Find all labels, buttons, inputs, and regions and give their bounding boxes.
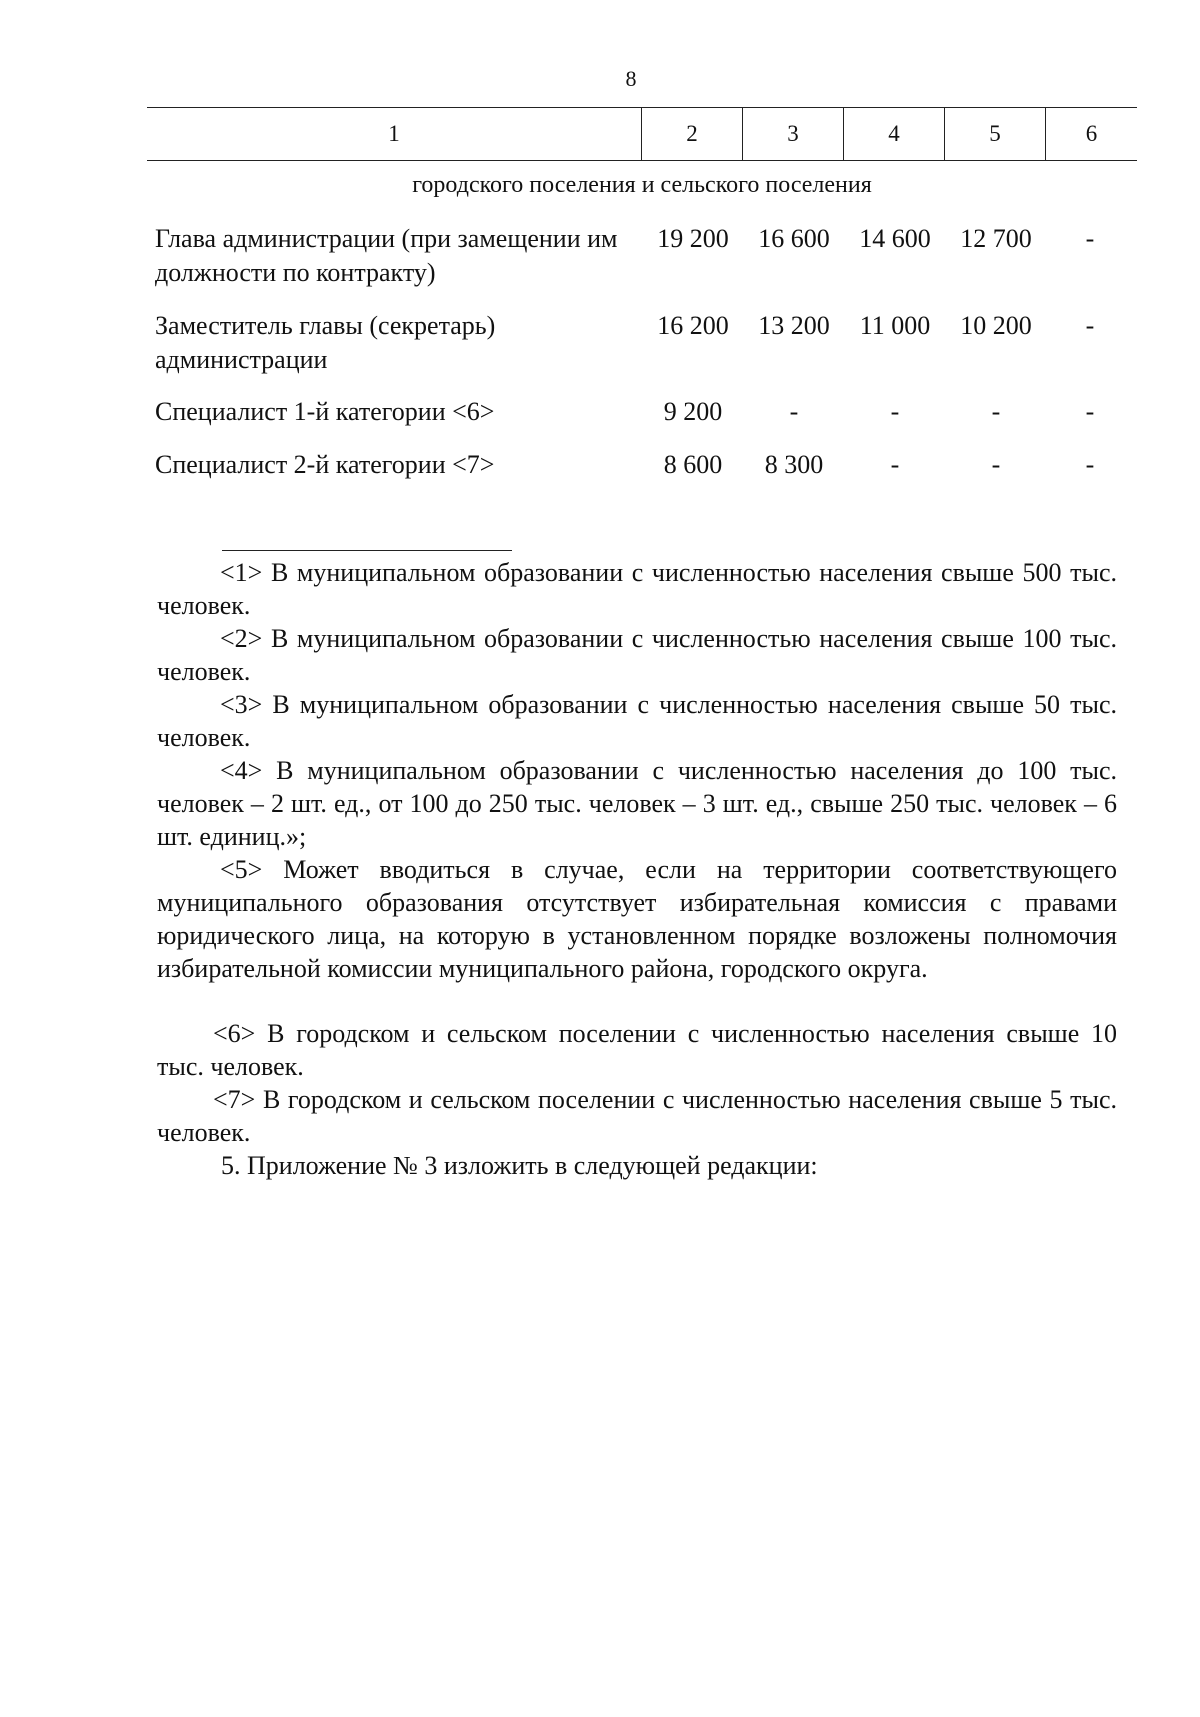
row-value: 10 200 (960, 311, 1032, 340)
row-value: - (1085, 311, 1095, 340)
row-value: 16 600 (758, 224, 830, 253)
table-header-cell: 5 (944, 108, 1045, 160)
row-value: 9 200 (663, 397, 723, 426)
row-value: 12 700 (960, 224, 1032, 253)
table-header-row (147, 107, 1137, 161)
table-header-cell: 2 (641, 108, 742, 160)
footnote: <1> В муниципальном образовании с численностью населения свыше 500 тыс. человек. (157, 558, 1117, 620)
row-value: - (890, 450, 900, 479)
section-heading: городского поселения и сельского поселения (412, 172, 872, 198)
row-label: Заместитель главы (секретарь) администрации (155, 311, 496, 374)
footnote: <5> Может вводиться в случае, если на территории соответствующего муниципального образования отсутствует избирательная комиссия с правами юридического лица, на которую в установленном порядке возложены полномочия избирательной комиссии муниципального района, городского округа. (157, 855, 1117, 983)
row-value: 13 200 (758, 311, 830, 340)
row-value: - (890, 397, 900, 426)
page-number: 8 (625, 66, 637, 91)
table-header-cell: 1 (388, 121, 400, 146)
row-label: Глава администрации (при замещении им должности по контракту) (155, 224, 618, 287)
row-value: 16 200 (657, 311, 729, 340)
closing-line: 5. Приложение № 3 изложить в следующей редакции: (221, 1151, 818, 1180)
row-value: - (1085, 224, 1095, 253)
footnote-divider (222, 550, 512, 551)
row-value: 11 000 (859, 311, 931, 340)
row-value: - (1085, 450, 1095, 479)
row-value: - (1085, 397, 1095, 426)
row-value: - (991, 397, 1001, 426)
row-label: Специалист 2-й категории <7> (155, 450, 495, 479)
footnote: <2> В муниципальном образовании с численностью населения свыше 100 тыс. человек. (157, 624, 1117, 686)
row-value: - (991, 450, 1001, 479)
row-label: Специалист 1-й категории <6> (155, 397, 495, 426)
row-value: 19 200 (657, 224, 729, 253)
footnote: <7> В городском и сельском поселении с численностью населения свыше 5 тыс. человек. (157, 1085, 1117, 1147)
row-value: 8 300 (764, 450, 824, 479)
footnote: <3> В муниципальном образовании с численностью населения свыше 50 тыс. человек. (157, 690, 1117, 752)
row-value: 14 600 (859, 224, 931, 253)
footnote: <4> В муниципальном образовании с численностью населения до 100 тыс. человек – 2 шт. ед., от 100 до 250 тыс. человек – 3 шт. ед., свыше 250 тыс. человек – 6 шт. единиц.»; (157, 756, 1117, 851)
row-value: 8 600 (663, 450, 723, 479)
table-header-cell: 3 (742, 108, 843, 160)
table-header-cell: 6 (1045, 108, 1137, 160)
footnote: <6> В городском и сельском поселении с численностью населения свыше 10 тыс. человек. (157, 1019, 1117, 1081)
row-value: - (789, 397, 799, 426)
table-header-cell: 4 (843, 108, 944, 160)
